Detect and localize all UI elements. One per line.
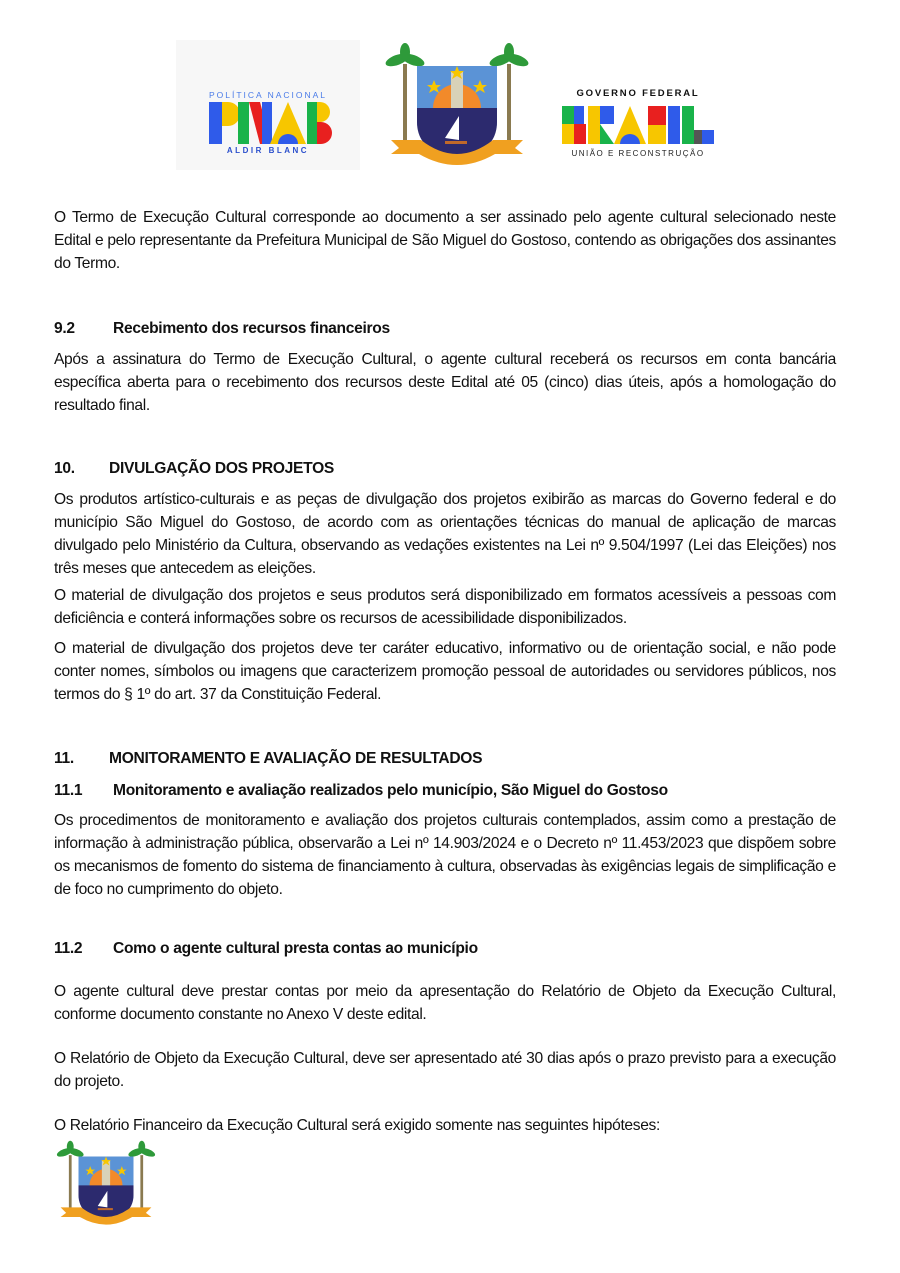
section-10-paragraph-1: Os produtos artístico-culturais e as peças de divulgação dos projetos exibirão as marcas do Governo federal e do município São Miguel do Gostoso, de acordo com as orientações técnicas do manual de aplicação de marcas divulgado pelo Ministério da Cultura, observando as vedações existentes na Lei nº 9.504/1997 (Lei das Eleições) nos três meses que antecedem as eleições. [54, 491, 836, 577]
pnab-top-text: POLÍTICA NACIONAL [208, 90, 328, 100]
section-title: DIVULGAÇÃO DOS PROJETOS [109, 460, 335, 477]
governo-federal-logo [558, 82, 718, 162]
gov-bottom-text: UNIÃO E RECONSTRUÇÃO [571, 149, 705, 158]
gov-top-text: GOVERNO FEDERAL [576, 88, 700, 99]
section-number: 11.1 [54, 782, 83, 799]
section-number: 10. [54, 460, 75, 477]
section-11-2-paragraph-3: O Relatório Financeiro da Execução Cultural será exigido somente nas seguintes hipóteses: [54, 1117, 660, 1134]
section-9-2-heading [54, 317, 836, 340]
section-10-heading [54, 457, 836, 480]
intro-paragraph: O Termo de Execução Cultural corresponde ao documento a ser assinado pelo agente cultural selecionado neste Edital e pelo representante da Prefeitura Municipal de São Miguel do Gostoso, contendo as obrigações dos assinantes do Termo. [54, 209, 836, 272]
section-number: 11.2 [54, 940, 83, 957]
section-11-2-heading [54, 937, 836, 960]
section-title: MONITORAMENTO E AVALIAÇÃO DE RESULTADOS [109, 750, 483, 767]
section-number: 9.2 [54, 320, 75, 337]
coat-of-arms-icon [383, 42, 531, 170]
section-11-2-paragraph-1: O agente cultural deve prestar contas por meio da apresentação do Relatório de Objeto da Execução Cultural, conforme documento constante no Anexo V deste edital. [54, 983, 836, 1023]
pnab-bottom-text: ALDIR BLANC [226, 146, 310, 155]
section-title: Recebimento dos recursos financeiros [113, 320, 390, 337]
section-10-paragraph-2: O material de divulgação dos projetos e seus produtos será disponibilizado em formatos acessíveis a pessoas com deficiência e conterá informações sobre os recursos de acessibilidade disponibilizados. [54, 587, 836, 627]
section-11-1-paragraph: Os procedimentos de monitoramento e avaliação dos projetos culturais contemplados, assim como a prestação de informação à administração pública, observarão a Lei nº 14.903/2024 e o Decreto nº 11.453/2023 que dispõem sobre os mecanismos de fomento do sistema de financiamento à cultura, observadas às exigências legais de simplificação e de foco no cumprimento do objeto. [54, 812, 836, 898]
section-10-paragraph-3: O material de divulgação dos projetos deve ter caráter educativo, informativo ou de orientação social, e não pode conter nomes, símbolos ou imagens que caracterizem promoção pessoal de autoridades ou servidores públicos, nos termos do § 1º do art. 37 da Constituição Federal. [54, 640, 836, 703]
coat-of-arms-icon [47, 1140, 165, 1228]
pnab-logo [176, 40, 360, 170]
section-11-1-heading [54, 779, 836, 802]
coat-of-arms-logo [383, 42, 531, 170]
section-11-heading [54, 747, 836, 770]
section-9-2-paragraph: Após a assinatura do Termo de Execução Cultural, o agente cultural receberá os recursos em conta bancária específica aberta para o recebimento dos recursos deste Edital até 05 (cinco) dias úteis, após a homologação do resultado final. [54, 351, 836, 414]
footer-coat-of-arms-logo [47, 1140, 165, 1228]
section-title: Monitoramento e avaliação realizados pelo município, São Miguel do Gostoso [113, 782, 668, 799]
section-title: Como o agente cultural presta contas ao município [113, 940, 478, 957]
section-11-2-paragraph-2: O Relatório de Objeto da Execução Cultural, deve ser apresentado até 30 dias após o prazo previsto para a execução do projeto. [54, 1050, 836, 1090]
section-number: 11. [54, 750, 74, 767]
